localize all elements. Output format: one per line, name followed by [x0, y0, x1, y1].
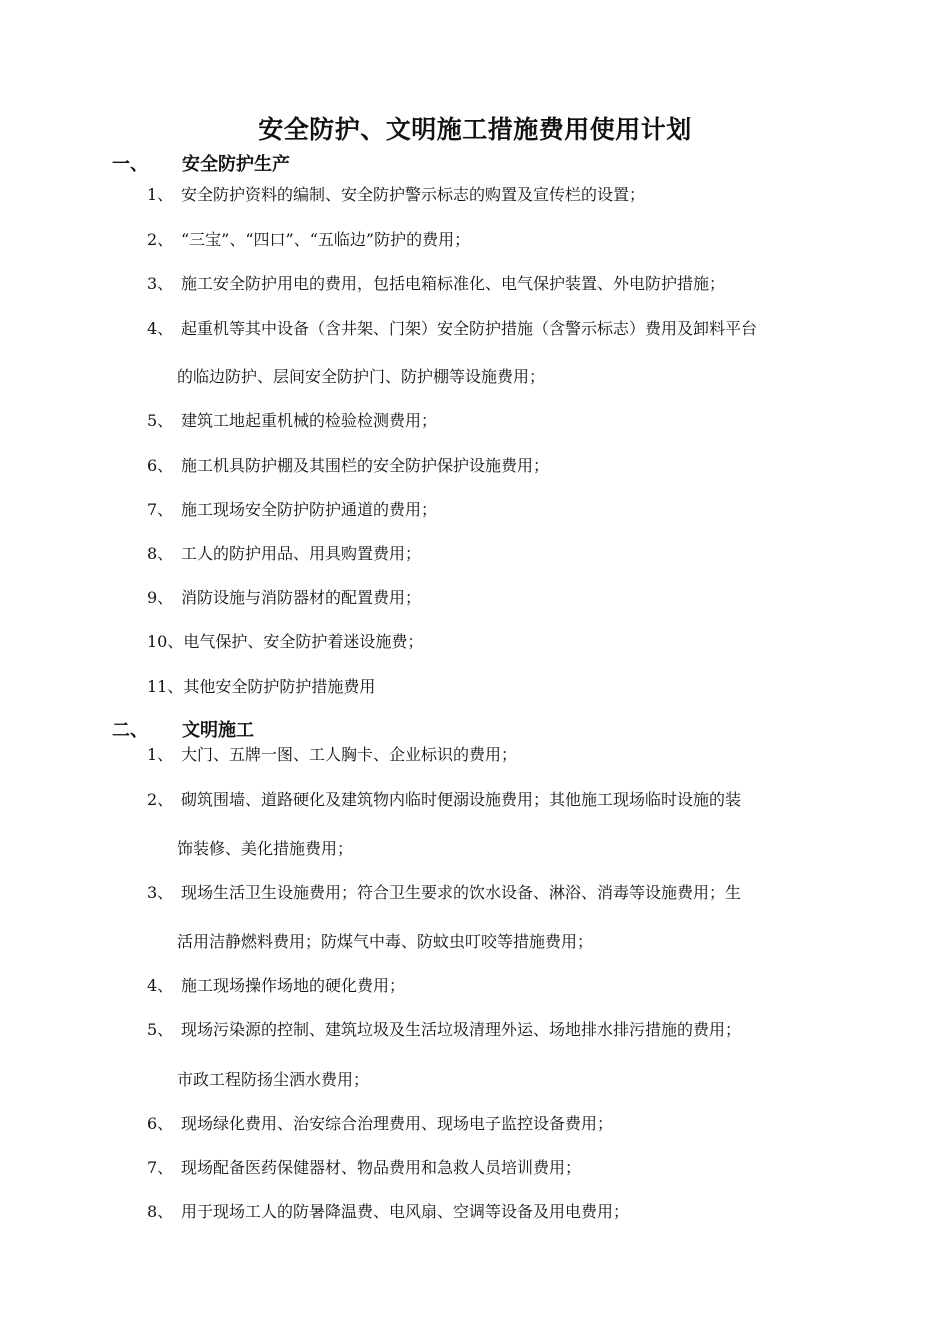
list-item: [147, 182, 645, 205]
list-item: [147, 453, 549, 476]
item-continuation: 饰装修、美化措施费用；: [177, 839, 354, 858]
item-text: 砌筑围墙、道路硬化及建筑物内临时便溺设施费用；其他施工现场临时设施的装: [181, 790, 742, 809]
section-number: 一、: [112, 154, 148, 175]
item-number: 3、: [147, 274, 174, 293]
item-number: 5、: [147, 411, 174, 430]
item-text: 工人的防护用品、用具购置费用；: [181, 544, 422, 563]
item-continuation: 活用洁静燃料费用；防煤气中毒、防蚊虫叮咬等措施费用；: [177, 932, 594, 951]
item-number: 2、: [147, 790, 174, 809]
item-number: 7、: [147, 500, 174, 519]
list-item: [147, 880, 741, 903]
item-continuation: 的临边防护、层间安全防护门、防护棚等设施费用；: [177, 367, 546, 386]
item-text: 施工现场操作场地的硬化费用；: [181, 976, 406, 995]
item-text: “三宝”、“四口”、“五临边”防护的费用；: [181, 230, 471, 249]
item-number: 1、: [147, 185, 174, 204]
item-number: 8、: [147, 544, 174, 563]
section-heading-civilized: [112, 716, 254, 742]
item-text: 施工机具防护棚及其围栏的安全防护保护设施费用；: [181, 456, 550, 475]
item-text: 其他安全防护防护措施费用: [183, 677, 376, 696]
section-title: 安全防护生产: [182, 154, 290, 175]
item-number: 4、: [147, 319, 174, 338]
list-item: [147, 973, 405, 996]
list-item: [147, 1111, 613, 1134]
item-number: 1、: [147, 745, 174, 764]
list-item: [147, 541, 421, 564]
item-text: 现场污染源的控制、建筑垃圾及生活垃圾清理外运、场地排水排污措施的费用；: [181, 1020, 742, 1039]
section-title: 文明施工: [182, 720, 254, 741]
item-number: 2、: [147, 230, 174, 249]
item-number: 10、: [147, 632, 184, 651]
item-text: 大门、五牌一图、工人胸卡、企业标识的费用；: [181, 745, 518, 764]
item-number: 9、: [147, 588, 174, 607]
item-text: 安全防护资料的编制、安全防护警示标志的购置及宣传栏的设置；: [181, 185, 646, 204]
list-item: [147, 742, 517, 765]
list-item: [147, 629, 423, 652]
list-item: [147, 316, 757, 339]
list-item: [147, 227, 470, 250]
item-number: 7、: [147, 1158, 174, 1177]
document-title: 安全防护、文明施工措施费用使用计划: [258, 115, 692, 144]
list-item: [147, 271, 725, 294]
item-text: 建筑工地起重机械的检验检测费用；: [181, 411, 438, 430]
item-text: 电气保护、安全防护着迷设施费；: [183, 632, 424, 651]
list-item: [147, 787, 741, 810]
item-number: 5、: [147, 1020, 174, 1039]
list-item: [147, 1017, 741, 1040]
item-number: 8、: [147, 1202, 174, 1221]
item-text: 现场生活卫生设施费用；符合卫生要求的饮水设备、淋浴、消毒等设施费用；生: [181, 883, 742, 902]
item-text: 施工安全防护用电的费用，包括电箱标准化、电气保护装置、外电防护措施；: [181, 274, 726, 293]
item-continuation: 市政工程防扬尘洒水费用；: [177, 1070, 370, 1089]
list-item: [147, 674, 375, 697]
section-heading-safety: [112, 150, 290, 176]
item-number: 3、: [147, 883, 174, 902]
item-number: 6、: [147, 456, 174, 475]
item-text: 消防设施与消防器材的配置费用；: [181, 588, 422, 607]
item-text: 施工现场安全防护防护通道的费用；: [181, 500, 438, 519]
section-number: 二、: [112, 720, 148, 741]
item-text: 现场配备医药保健器材、物品费用和急救人员培训费用；: [181, 1158, 582, 1177]
list-item: [147, 497, 437, 520]
list-item: [147, 1199, 629, 1222]
item-text: 起重机等其中设备（含井架、门架）安全防护措施（含警示标志）费用及卸料平台: [181, 319, 758, 338]
item-number: 11、: [147, 677, 184, 696]
item-text: 用于现场工人的防暑降温费、电风扇、空调等设备及用电费用；: [181, 1202, 630, 1221]
list-item: [147, 1155, 581, 1178]
item-text: 现场绿化费用、治安综合治理费用、现场电子监控设备费用；: [181, 1114, 614, 1133]
list-item: [147, 408, 437, 431]
item-number: 4、: [147, 976, 174, 995]
list-item: [147, 585, 421, 608]
item-number: 6、: [147, 1114, 174, 1133]
